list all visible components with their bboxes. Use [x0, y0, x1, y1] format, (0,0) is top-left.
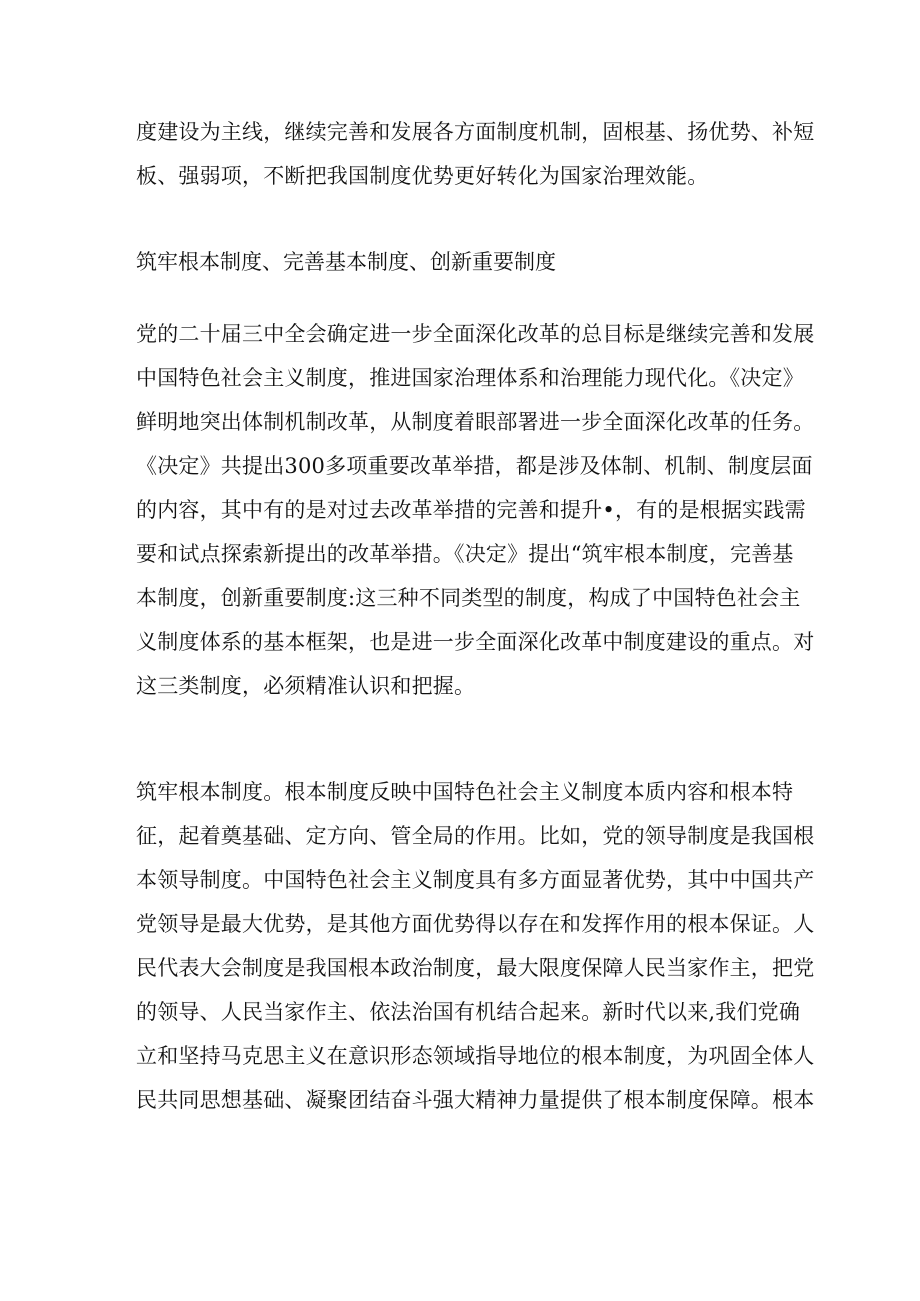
body-paragraph-2	[136, 312, 815, 708]
paragraph-line: 民代表大会制度是我国根本政治制度，最大限度保障人民当家作主，把党	[136, 956, 815, 980]
paragraph-line: 的内容，其中有的是对过去改革举措的完善和提升•，有的是根据实践需	[136, 498, 806, 522]
intro-paragraph	[136, 110, 815, 198]
paragraph-line: 民共同思想基础、凝聚团结奋斗强大精神力量提供了根本制度保障。根本	[136, 1088, 815, 1112]
paragraph-line: 中国特色社会主义制度，推进国家治理体系和治理能力现代化。《决定》	[136, 366, 804, 390]
paragraph-line: 度建设为主线，继续完善和发展各方面制度机制，固根基、扬优势、补短	[136, 120, 815, 144]
paragraph-line: 党领导是最大优势，是其他方面优势得以存在和发挥作用的根本保证。人	[136, 912, 815, 936]
paragraph-line: 《决定》共提出300多项重要改革举措，都是涉及体制、机制、制度层面	[136, 454, 813, 478]
paragraph-line: 要和试点探索新提出的改革举措。《决定》提出“筑牢根本制度，完善基	[136, 542, 794, 566]
paragraph-line: 义制度体系的基本框架，也是进一步全面深化改革中制度建设的重点。对	[136, 630, 815, 654]
section-heading: 筑牢根本制度、完善基本制度、创新重要制度	[136, 250, 556, 274]
paragraph-line: 的领导、人民当家作主、依法治国有机结合起来。新时代以来,我们党确	[136, 1000, 801, 1024]
body-paragraph-3	[136, 770, 815, 1122]
paragraph-line: 党的二十届三中全会确定进一步全面深化改革的总目标是继续完善和发展	[136, 322, 815, 346]
paragraph-line: 鲜明地突出体制机制改革，从制度着眼部署进一步全面深化改革的任务。	[136, 410, 815, 434]
paragraph-line: 本制度，创新重要制度:这三种不同类型的制度，构成了中国特色社会主	[136, 586, 801, 610]
paragraph-line: 本领导制度。中国特色社会主义制度具有多方面显著优势，其中中国共产	[136, 868, 815, 892]
paragraph-line: 筑牢根本制度。根本制度反映中国特色社会主义制度本质内容和根本特	[136, 780, 794, 804]
paragraph-line: 板、强弱项，不断把我国制度优势更好转化为国家治理效能。	[136, 164, 709, 188]
paragraph-line: 征，起着奠基础、定方向、管全局的作用。比如，党的领导制度是我国根	[136, 824, 815, 848]
paragraph-line: 这三类制度，必须精准认识和把握。	[136, 674, 476, 698]
paragraph-line: 立和坚持马克思主义在意识形态领域指导地位的根本制度，为巩固全体人	[136, 1044, 815, 1068]
